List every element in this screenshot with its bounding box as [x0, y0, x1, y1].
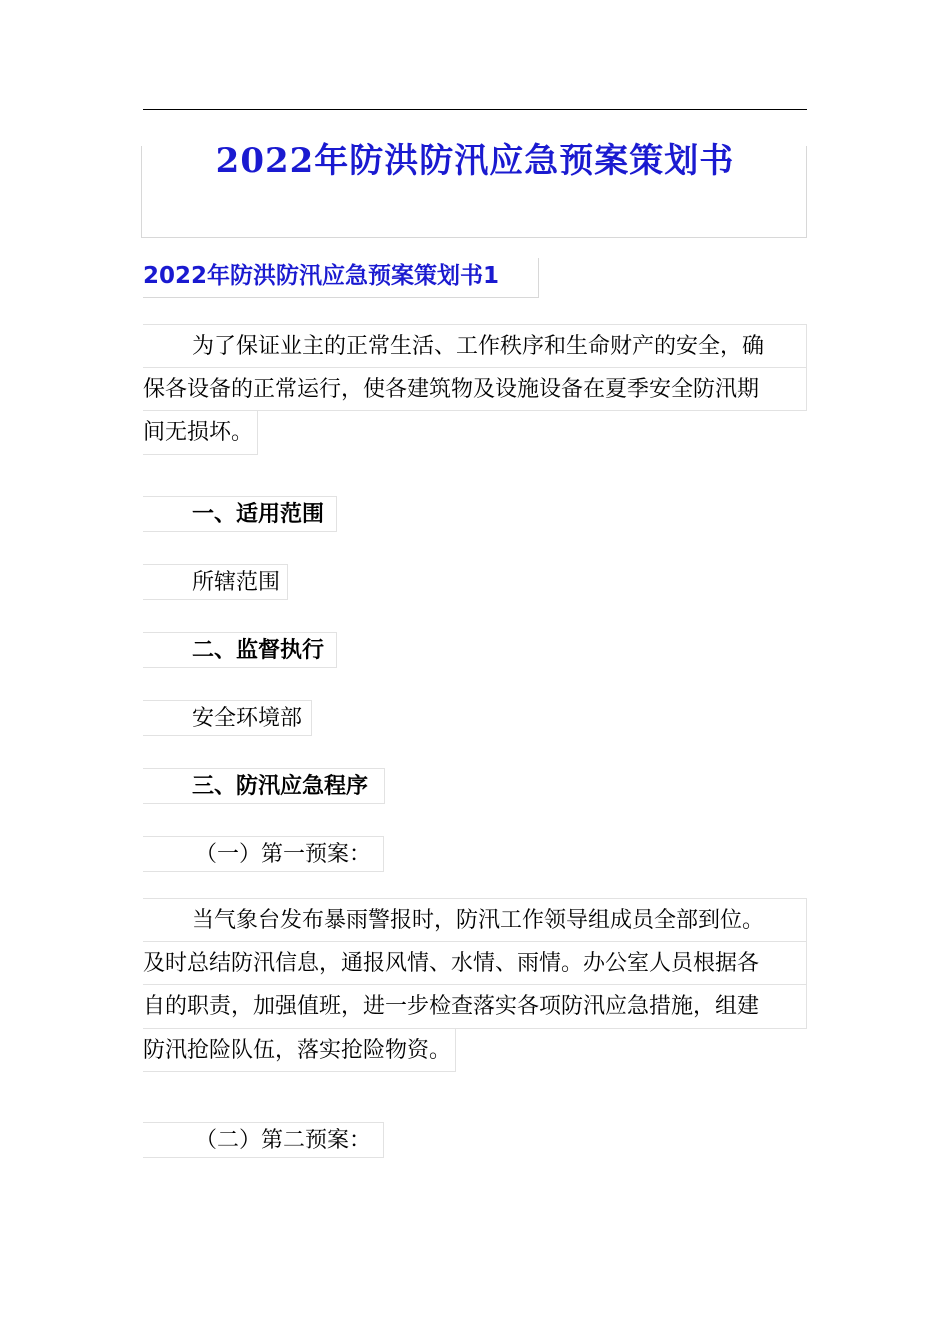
plan-1-line-2: 及时总结防汛信息，通报风情、水情、雨情。办公室人员根据各 — [143, 942, 807, 986]
plan-2-label: （二）第二预案： — [143, 1122, 384, 1158]
plan-1-line-3: 自的职责，加强值班，进一步检查落实各项防汛应急措施，组建 — [143, 985, 807, 1029]
section-subtitle: 2022年防洪防汛应急预案策划书1 — [143, 258, 539, 298]
section-2-body: 安全环境部 — [143, 700, 312, 736]
section-1-heading: 一、适用范围 — [143, 496, 337, 532]
plan-1-label: （一）第一预案： — [143, 836, 384, 872]
header-rule — [143, 109, 807, 110]
document-title: 2022年防洪防汛应急预案策划书 — [215, 141, 735, 181]
section-1-body: 所辖范围 — [143, 564, 288, 600]
plan-1-line-1: 当气象台发布暴雨警报时，防汛工作领导组成员全部到位。 — [143, 898, 807, 942]
intro-line-1: 为了保证业主的正常生活、工作秩序和生命财产的安全，确 — [143, 324, 807, 368]
plan-1-paragraph — [143, 898, 807, 1072]
intro-line-3: 间无损坏。 — [143, 411, 258, 455]
intro-paragraph — [143, 324, 807, 455]
plan-1-line-4: 防汛抢险队伍，落实抢险物资。 — [143, 1029, 456, 1073]
intro-line-2: 保各设备的正常运行，使各建筑物及设施设备在夏季安全防汛期 — [143, 368, 807, 412]
section-2-heading: 二、监督执行 — [143, 632, 337, 668]
section-3-heading: 三、防汛应急程序 — [143, 768, 385, 804]
